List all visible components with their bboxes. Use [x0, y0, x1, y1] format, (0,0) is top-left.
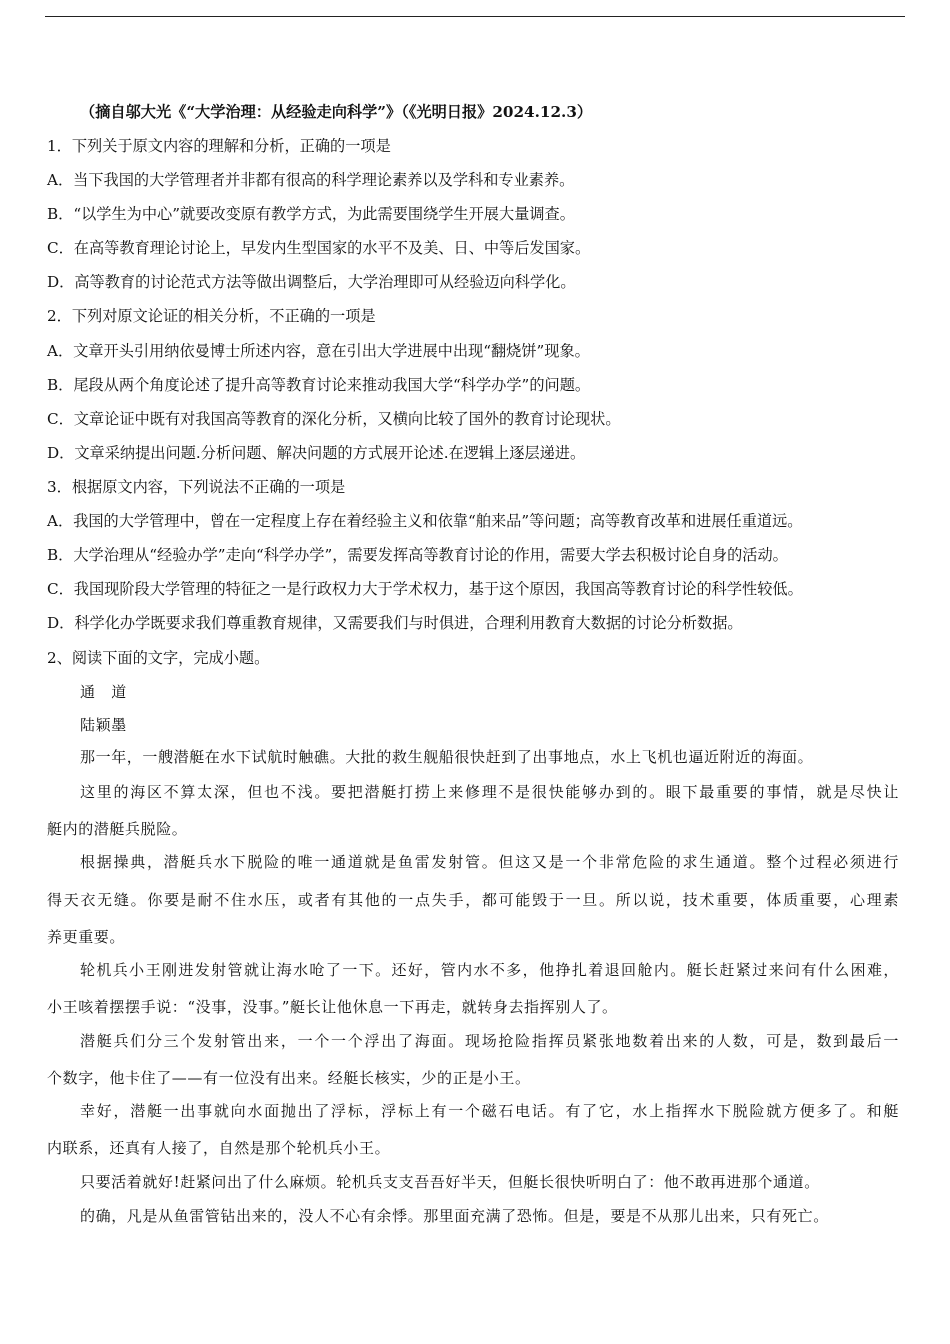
story-author: 陆颖墨: [80, 716, 127, 734]
story-paragraph: 幸好，潜艇一出事就向水面抛出了浮标，浮标上有一个磁石电话。有了它，水上指挥水下脱险就方便多了。和艇: [80, 1102, 899, 1120]
story-paragraph-continued: 内联系，还真有人接了，自然是那个轮机兵小王。: [47, 1139, 391, 1157]
header-rule: [45, 16, 905, 17]
question-2-option-c: C．文章论证中既有对我国高等教育的深化分析，又横向比较了国外的教育讨论现状。: [47, 410, 621, 428]
story-paragraph: 这里的海区不算太深，但也不浅。要把潜艇打捞上来修理不是很快能够办到的。眼下最重要的事情，就是尽快让: [80, 783, 899, 801]
story-paragraph-continued: 得天衣无缝。你要是耐不住水压，或者有其他的一点失手，都可能毁于一旦。所以说，技术重要，体质重要，心理素: [47, 891, 899, 909]
story-title: 通 道: [80, 683, 127, 701]
question-1-option-d: D．高等教育的讨论范式方法等做出调整后，大学治理即可从经验迈向科学化。: [47, 273, 576, 291]
section-2-heading: 2、阅读下面的文字，完成小题。: [47, 649, 270, 667]
question-3-option-b: B．大学治理从“经验办学”走向“科学办学”，需要发挥高等教育讨论的作用，需要大学去积极讨论自身的活动。: [47, 546, 788, 564]
question-2-stem: 2．下列对原文论证的相关分析，不正确的一项是: [47, 307, 376, 325]
source-citation: （摘自邬大光《“大学治理：从经验走向科学”》（《光明日报》2024.12.3）: [80, 103, 593, 121]
story-paragraph-continued: 养更重要。: [47, 928, 126, 946]
question-2-option-a: A．文章开头引用纳依曼博士所述内容，意在引出大学进展中出现“翻烧饼”现象。: [47, 342, 590, 360]
question-1-option-b: B．“以学生为中心”就要改变原有教学方式，为此需要围绕学生开展大量调查。: [47, 205, 575, 223]
question-1-stem: 1．下列关于原文内容的理解和分析，正确的一项是: [47, 137, 391, 155]
story-paragraph: 那一年，一艘潜艇在水下试航时触礁。大批的救生舰船很快赶到了出事地点，水上飞机也逼近附近的海面。: [80, 748, 814, 766]
story-paragraph: 只要活着就好!赶紧问出了什么麻烦。轮机兵支支吾吾好半天，但艇长很快听明白了：他不敢再进那个通道。: [80, 1173, 820, 1191]
question-3-option-c: C．我国现阶段大学管理的特征之一是行政权力大于学术权力，基于这个原因，我国高等教育讨论的科学性较低。: [47, 580, 803, 598]
question-2-option-b: B．尾段从两个角度论述了提升高等教育讨论来推动我国大学“科学办学”的问题。: [47, 376, 591, 394]
story-paragraph-continued: 艇内的潜艇兵脱险。: [47, 820, 188, 838]
story-paragraph: 根据操典，潜艇兵水下脱险的唯一通道就是鱼雷发射管。但这又是一个非常危险的求生通道。整个过程必须进行: [80, 853, 899, 871]
story-paragraph: 轮机兵小王刚进发射管就让海水呛了一下。还好，管内水不多，他挣扎着退回舱内。艇长赶紧过来问有什么困难，: [80, 961, 899, 979]
question-3-stem: 3．根据原文内容，下列说法不正确的一项是: [47, 478, 346, 496]
question-3-option-a: A．我国的大学管理中，曾在一定程度上存在着经验主义和依靠“舶来品”等问题；高等教育改革和进展任重道远。: [47, 512, 803, 530]
question-3-option-d: D．科学化办学既要求我们尊重教育规律，又需要我们与时俱进，合理利用教育大数据的讨论分析数据。: [47, 614, 743, 632]
story-paragraph: 潜艇兵们分三个发射管出来，一个一个浮出了海面。现场抢险指挥员紧张地数着出来的人数，可是，数到最后一: [80, 1032, 899, 1050]
question-1-option-a: A．当下我国的大学管理者并非都有很高的科学理论素养以及学科和专业素养。: [47, 171, 575, 189]
story-paragraph-continued: 个数字，他卡住了——有一位没有出来。经艇长核实，少的正是小王。: [47, 1069, 531, 1087]
question-1-option-c: C．在高等教育理论讨论上，早发内生型国家的水平不及美、日、中等后发国家。: [47, 239, 591, 257]
story-paragraph-continued: 小王咳着摆摆手说：“没事，没事。”艇长让他休息一下再走，就转身去指挥别人了。: [47, 998, 618, 1016]
question-2-option-d: D．文章采纳提出问题.分析问题、解决问题的方式展开论述.在逻辑上逐层递进。: [47, 444, 586, 462]
story-paragraph: 的确，凡是从鱼雷管钻出来的，没人不心有余悸。那里面充满了恐怖。但是，要是不从那儿出来，只有死亡。: [80, 1207, 829, 1225]
